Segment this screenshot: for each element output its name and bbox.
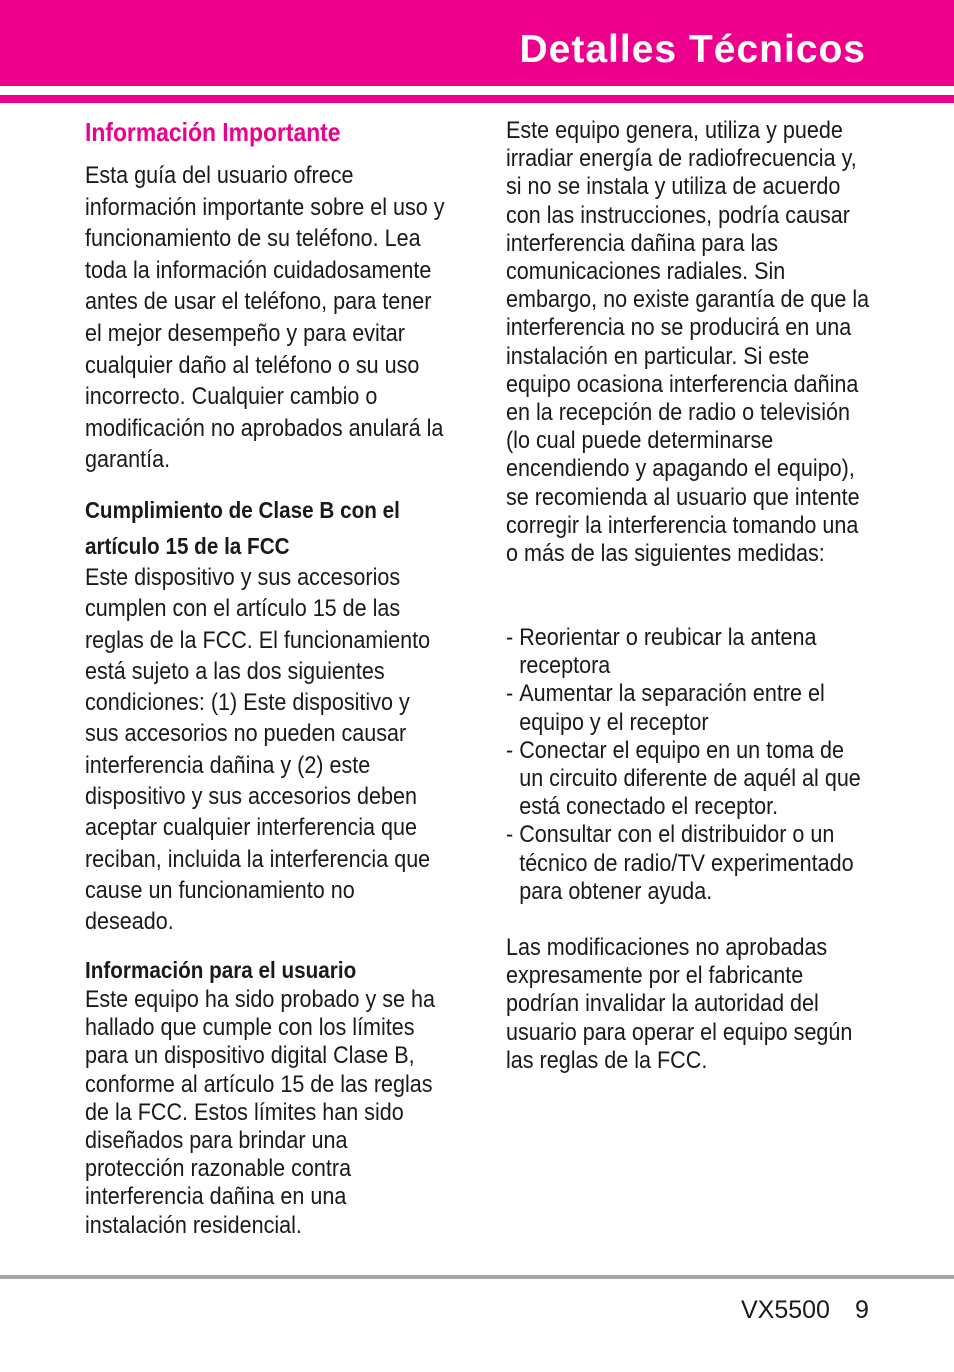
section-title: Información Importante [85,117,341,147]
page-number: 9 [855,1296,869,1324]
measures-list [506,624,872,906]
fcc-paragraph: Este dispositivo y sus accesorios cumplen con el artículo 15 de las reglas de la FCC. El funcionamiento está sujeto a las dos siguientes condiciones: (1) Este dispositivo y sus accesorios no pueden causar interferencia dañina y (2) este dispositivo y sus accesorios deben aceptar cualquier interferencia que reciban, incluida la interferencia que cause un funcionamiento no deseado. [85,564,431,936]
list-item: - Consultar con el distribuidor o un técnico de radio/TV experimentado para obtener ayuda. [506,821,854,905]
closing-paragraph: Las modificaciones no aprobadas expresamente por el fabricante podrían invalidar la autoridad del usuario para operar el equipo según las reglas de la FCC. [506,934,853,1074]
fcc-heading: Cumplimiento de Clase B con el artículo 15 de la FCC [85,497,400,559]
list-item: - Reorientar o reubicar la antena receptora [506,624,817,680]
header-divider [0,95,954,103]
footer-divider [0,1275,954,1279]
list-item: - Aumentar la separación entre el equipo y el receptor [506,680,825,736]
model-number: VX5500 [741,1296,830,1324]
user-info-paragraph: Este equipo ha sido probado y se ha hallado que cumple con los límites para un dispositivo digital Clase B, conforme al artículo 15 de las reglas de la FCC. Estos límites han sido diseñados para brindar una protección razonable contra interferencia dañina en una instalación residencial. [85,986,436,1239]
user-info-heading: Información para el usuario [85,957,357,983]
page-title: Detalles Técnicos [519,28,866,71]
intro-paragraph: Esta guía del usuario ofrece información importante sobre el uso y funcionamiento de su teléfono. Lea toda la información cuidadosamente antes de usar el teléfono, para tener el mejor desempeño y para evitar cualquier daño al teléfono o su uso incorrecto. Cualquier cambio o modificación no aprobados anulará la garantía. [85,162,445,474]
interference-paragraph: Este equipo genera, utiliza y puede irradiar energía de radiofrecuencia y, si no se instala y utiliza de acuerdo con las instrucciones, podría causar interferencia dañina para las comunicaciones radiales. Sin embargo, no existe garantía de que la interferencia no se producirá en una instalación en particular. Si este equipo ocasiona interferencia dañina en la recepción de radio o televisión (lo cual puede determinarse encendiendo y apagando el equipo), se recomienda al usuario que intente corregir la interferencia tomando una o más de las siguientes medidas: [506,117,870,568]
list-item: - Conectar el equipo en un toma de un circuito diferente de aquél al que está conectado el receptor. [506,736,861,821]
